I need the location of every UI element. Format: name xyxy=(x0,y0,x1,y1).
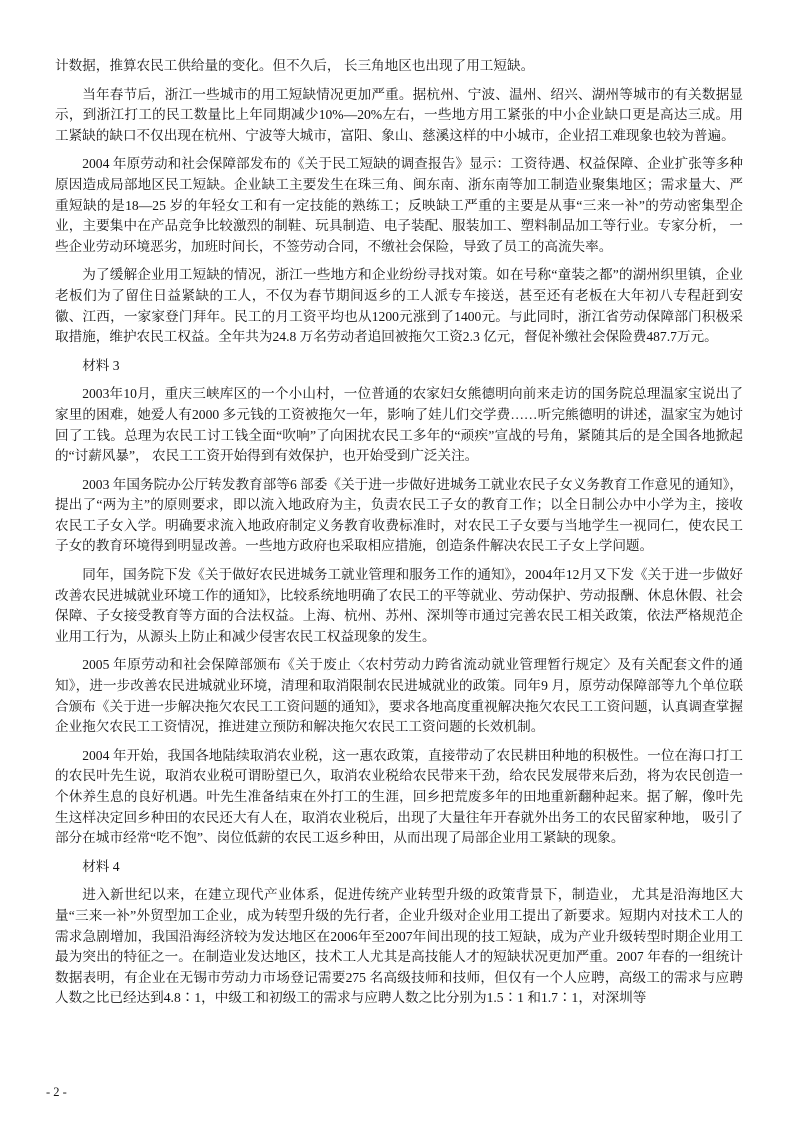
paragraph: 2003 年国务院办公厅转发教育部等6 部委《关于进一步做好进城务工就业农民子女义务教育工作意见的通知》，提出了“两为主”的原则要求，即以流入地政府为主，负责农民工子女的教育工作；以全日制公办中小学为主，接收农民工子女入学。明确要求流入地政府制定义务教育收费标准时，对农民工子女要与当地学生一视同仁，使农民工子女的教育环境得到明显改善。一些地方政府也采取相应措施，创造条件解决农民工子女上学问题。 xyxy=(55,476,743,554)
paragraph: 2004 年原劳动和社会保障部发布的《关于民工短缺的调查报告》显示：工资待遇、权益保障、企业扩张等多种原因造成局部地区民工短缺。企业缺工主要发生在珠三角、闽东南、浙东南等加工制造业聚集地区；需求量大、严重短缺的是18—25 岁的年轻女工和有一定技能的熟练工；反映缺工严重的主要是从事“三来一补”的劳动密集型企业，主要集中在产品竞争比较激烈的制鞋、玩具制造、电子装配、服装加工、塑料制品加工等行业。专家分析， 一些企业劳动环境恶劣，加班时间长，不签劳动合同，不缴社会保险，导致了员工的高流失率。 xyxy=(55,156,743,254)
section-heading: 材料 4 xyxy=(82,858,120,874)
section-heading: 材料 3 xyxy=(82,357,120,373)
paragraph: 2004 年开始，我国各地陆续取消农业税，这一惠农政策，直接带动了农民耕田种地的积极性。一位在海口打工的农民叶先生说，取消农业税可谓盼望已久，取消农业税给农民带来干劲，给农民发展带来后劲，将为农民创造一个休养生息的良好机遇。叶先生准备结束在外打工的生涯，回乡把荒废多年的田地重新翻种起来。据了解，像叶先生这样决定回乡种田的农民还大有人在，取消农业税后，出现了大量往年开春就外出务工的农民留家种地， 吸引了部分在城市经常“吃不饱”、岗位低薪的农民工返乡种田，从而出现了局部企业用工紧缺的现象。 xyxy=(55,747,743,846)
paragraph: 同年，国务院下发《关于做好农民进城务工就业管理和服务工作的通知》，2004年12月又下发《关于进一步做好改善农民进城就业环境工作的通知》，比较系统地明确了农民工的平等就业、劳动保护、劳动报酬、休息休假、社会保障、子女接受教育等方面的合法权益。上海、杭州、苏州、深圳等市通过完善农民工相关政策，依法严格规范企业用工行为，从源头上防止和减少侵害农民工权益现象的发生。 xyxy=(55,567,743,644)
paragraph: 为了缓解企业用工短缺的情况，浙江一些地方和企业纷纷寻找对策。如在号称“童装之都”的湖州织里镇，企业老板们为了留住日益紧缺的工人，不仅为春节期间返乡的工人派专车接送，甚至还有老板在大年初八专程赶到安徽、江西，一家家登门拜年。民工的月工资平均也从1200元涨到了1400元。与此同时，浙江省劳动保障部门积极采取措施，维护农民工权益。全年共为24.8 万名劳动者追回被拖欠工资2.3 亿元，督促补缴社会保险费487.7万元。 xyxy=(55,267,743,345)
paragraph: 计数据，推算农民工供给量的变化。但不久后， 长三角地区也出现了用工短缺。 xyxy=(55,58,535,73)
document-content xyxy=(55,56,743,1009)
paragraph: 2003年10月，重庆三峡库区的一个小山村，一位普通的农家妇女熊德明向前来走访的国务院总理温家宝说出了家里的困难，她爱人有2000 多元钱的工资被拖欠一年，影响了娃儿们交学费……听完熊德明的讲述，温家宝为她讨回了工钱。总理为农民工讨工钱全面“吹响”了向困扰农民工多年的“顽疾”宣战的号角，紧随其后的是全国各地掀起的“讨薪风暴”， 农民工工资开始得到有效保护，也开始受到广泛关注。 xyxy=(55,386,743,464)
paragraph: 当年春节后，浙江一些城市的用工短缺情况更加严重。据杭州、宁波、温州、绍兴、湖州等城市的有关数据显示，到浙江打工的民工数量比上年同期减少10%—20%左右，一些地方用工紧张的中小企业缺口更是高达三成。用工紧缺的缺口不仅出现在杭州、宁波等大城市，富阳、象山、慈溪这样的中小城市，企业招工难现象也较为普遍。 xyxy=(55,86,743,143)
paragraph: 进入新世纪以来，在建立现代产业体系，促进传统产业转型升级的政策背景下，制造业， 尤其是沿海地区大量“三来一补”外贸型加工企业，成为转型升级的先行者，企业升级对企业用工提出了新要求。短期内对技术工人的需求急剧增加，我国沿海经济较为发达地区在2006年至2007年间出现的技工短缺，成为产业升级转型时期企业用工最为突出的特征之一。在制造业发达地区，技术工人尤其是高技能人才的短缺状况更加严重。2007 年春的一组统计数据表明，有企业在无锡市劳动力市场登记需要275 名高级技师和技师，但仅有一个人应聘，高级工的需求与应聘人数之比已经达到4.8∶1，中级工和初级工的需求与应聘人数之比分别为1.5∶1 和1.7∶1，对深圳等 xyxy=(55,887,743,1006)
page-number: - 2 - xyxy=(46,1085,67,1099)
paragraph: 2005 年原劳动和社会保障部颁布《关于废止〈农村劳动力跨省流动就业管理暂行规定〉及有关配套文件的通知》，进一步改善农民进城就业环境，清理和取消限制农民进城就业的政策。同年9 月，原劳动保障部等九个单位联合颁布《关于进一步解决拖欠农民工工资问题的通知》，要求各地高度重视解决拖欠农民工工资问题，认真调查掌握企业拖欠农民工工资情况，推进建立预防和解决拖欠农民工工资问题的长效机制。 xyxy=(55,657,743,735)
